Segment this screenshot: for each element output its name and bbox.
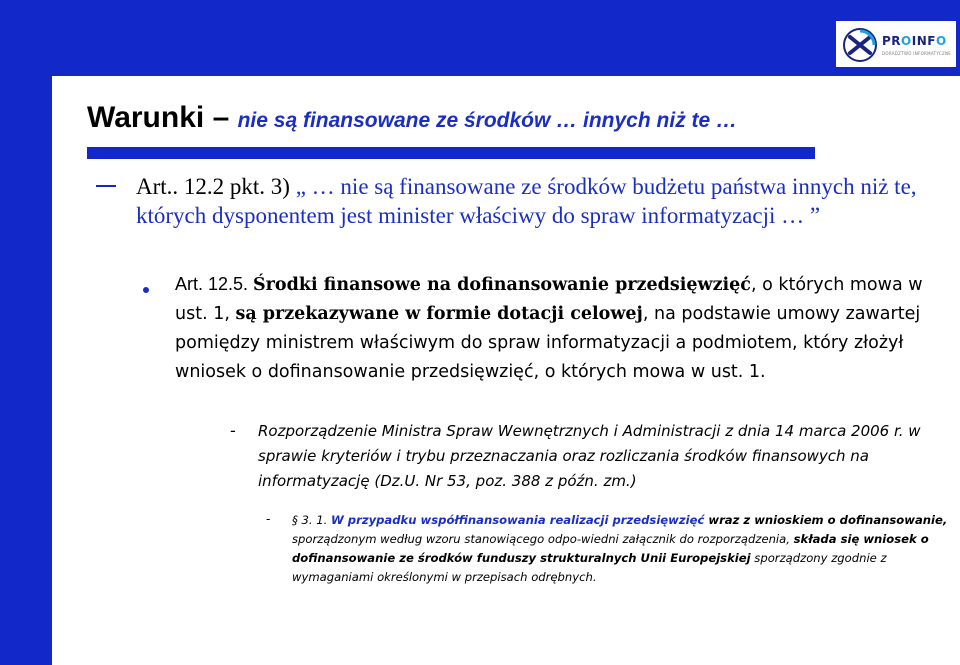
top-frame-band xyxy=(0,0,960,76)
article-reference: Art.. 12.2 pkt. 3) xyxy=(136,174,296,199)
bold-grant-phrase: są przekazywane w formie dotacji celowej xyxy=(235,304,643,324)
article-12-2-quote xyxy=(136,172,936,230)
bold-phrase: wraz z wnioskiem o dofinansowanie, xyxy=(704,513,948,527)
blue-bold-phrase: W przypadku współfinansowania realizacji przedsięwzięć xyxy=(330,513,705,527)
list-dash-marker xyxy=(96,185,116,187)
slide-title xyxy=(87,101,737,135)
article-quote-text: „ … nie są finansowane ze środków budżetu państwa innych niż te, których dysponentem jest minister właściwy do spraw informatyzacji … ” xyxy=(136,174,917,228)
logo-tagline: DORADZTWO INFORMATYCZNE xyxy=(882,51,952,56)
article-12-5-paragraph xyxy=(175,270,950,387)
list-dash-marker: - xyxy=(230,421,236,440)
bullet-marker xyxy=(143,287,149,293)
regulation-citation: Rozporządzenie Ministra Spraw Wewnętrznych i Administracji z dnia 14 marca 2006 r. w sprawie kryteriów i trybu przeznaczania oraz rozliczania środków finansowych na informatyzację (Dz.U. Nr 53, poz. 388 z późn. zm.) xyxy=(258,422,921,490)
paragraph-text: sporządzony zgodnie z wymaganiami określonymi w przepisach odrębnych. xyxy=(292,551,887,584)
logo-wordmark: PROINFO xyxy=(882,34,947,48)
proinfo-logo-icon xyxy=(842,27,878,63)
paragraph-text: sporządzonym według wzoru stanowiącego odpo-wiedni załącznik do rozporządzenia, xyxy=(292,532,794,546)
article-number: Art. 12.5. xyxy=(175,274,254,294)
title-underline-bar xyxy=(87,147,815,159)
paragraph-3-1-text xyxy=(292,511,952,587)
bold-funds-phrase: Środki finansowe na dofinansowanie przedsięwzięć xyxy=(253,275,751,295)
title-main: Warunki – xyxy=(87,101,238,134)
bold-phrase: składa się wniosek o dofinansowanie ze środków funduszy strukturalnych Unii Europejskiej xyxy=(292,532,929,565)
list-dash-marker: - xyxy=(266,512,271,526)
left-frame-band xyxy=(0,0,52,665)
paragraph-text: , o których mowa w ust. 1, xyxy=(175,275,923,324)
paragraph-text: , na podstawie umowy zawartej pomiędzy ministrem właściwym do spraw informatyzacji a podmiotem, który złożył wniosek o dofinansowanie przedsięwzięć, o których mowa w ust. 1. xyxy=(175,304,921,382)
section-reference: § 3. 1. xyxy=(292,513,331,527)
title-subtitle: nie są finansowane ze środków … innych niż te … xyxy=(237,109,738,132)
